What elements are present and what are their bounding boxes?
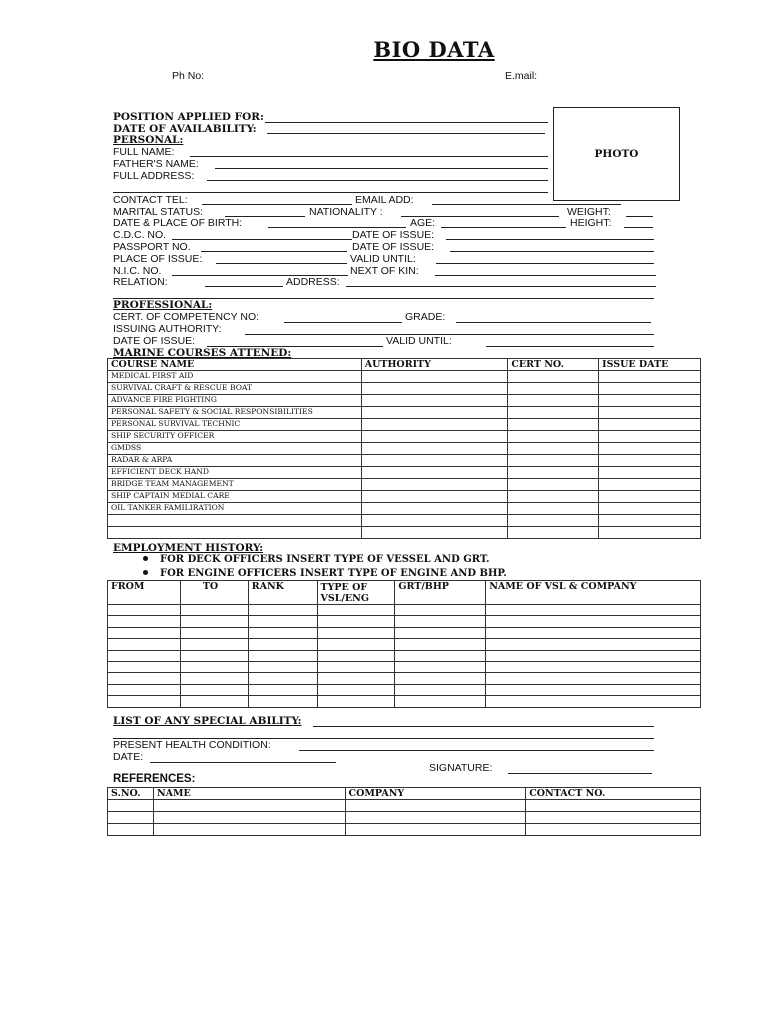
course-entry-cell[interactable]	[361, 491, 508, 503]
fathers-name-label: FATHER'S NAME:	[113, 158, 199, 170]
col-header-from: FROM	[108, 581, 181, 605]
employment-cell[interactable]	[248, 650, 317, 661]
table-row	[108, 650, 701, 661]
employment-cell[interactable]	[395, 684, 486, 695]
next-of-kin-label: NEXT OF KIN:	[350, 265, 419, 277]
employment-cell[interactable]	[317, 661, 395, 672]
grade-field[interactable]	[456, 322, 651, 323]
table-row	[108, 639, 701, 650]
table-row	[108, 491, 701, 503]
employment-cell[interactable]	[108, 661, 181, 672]
date-field[interactable]	[150, 762, 336, 763]
employment-cell[interactable]	[317, 696, 395, 707]
course-entry-cell[interactable]	[508, 371, 599, 383]
table-row	[108, 407, 701, 419]
col-header-course-name: COURSE NAME	[108, 359, 362, 371]
course-entry-cell[interactable]	[599, 527, 701, 539]
reference-cell[interactable]	[345, 812, 526, 824]
email-add-field[interactable]	[432, 204, 621, 205]
employment-cell[interactable]	[108, 605, 181, 616]
contact-tel-field[interactable]	[202, 204, 352, 205]
employment-cell[interactable]	[395, 673, 486, 684]
course-name-cell: SHIP SECURITY OFFICER	[108, 431, 362, 443]
employment-cell[interactable]	[180, 696, 248, 707]
employment-cell[interactable]	[248, 673, 317, 684]
relation-field[interactable]	[205, 286, 283, 287]
full-address-label: FULL ADDRESS:	[113, 170, 195, 182]
photo-box[interactable]	[553, 107, 680, 201]
cdc-no-field[interactable]	[172, 239, 352, 240]
table-row	[108, 419, 701, 431]
position-applied-field[interactable]	[265, 122, 548, 123]
place-of-issue-field[interactable]	[216, 263, 347, 264]
course-name-cell: RADAR & ARPA	[108, 455, 362, 467]
marine-courses-table	[107, 358, 701, 539]
col-header-sno: S.NO.	[108, 788, 154, 800]
course-entry-cell[interactable]	[599, 431, 701, 443]
passport-date-of-issue-label: DATE OF ISSUE:	[352, 241, 435, 253]
employment-cell[interactable]	[108, 616, 181, 627]
course-entry-cell[interactable]	[361, 515, 508, 527]
table-row	[108, 515, 701, 527]
availability-field[interactable]	[267, 133, 545, 134]
professional-heading: PROFESSIONAL:	[113, 299, 213, 311]
employment-cell[interactable]	[486, 650, 701, 661]
bullet-text: FOR ENGINE OFFICERS INSERT TYPE OF ENGINE AND BHP.	[160, 568, 507, 579]
course-name-cell: PERSONAL SAFETY & SOCIAL RESPONSIBILITIES	[108, 407, 362, 419]
course-name-cell: ADVANCE FIRE FIGHTING	[108, 395, 362, 407]
course-name-cell: PERSONAL SURVIVAL TECHNIC	[108, 419, 362, 431]
cert-competency-field[interactable]	[284, 322, 402, 323]
photo-label: PHOTO	[594, 148, 639, 160]
table-row	[108, 383, 701, 395]
course-entry-cell[interactable]	[361, 443, 508, 455]
full-name-label: FULL NAME:	[113, 146, 175, 158]
nic-no-label: N.I.C. NO.	[113, 265, 162, 277]
marine-courses-heading: MARINE COURSES ATTENED:	[113, 347, 292, 359]
course-entry-cell[interactable]	[508, 527, 599, 539]
employment-cell[interactable]	[486, 627, 701, 638]
employment-cell[interactable]	[248, 696, 317, 707]
course-entry-cell[interactable]	[599, 503, 701, 515]
employment-cell[interactable]	[486, 616, 701, 627]
table-row	[108, 684, 701, 695]
course-entry-cell[interactable]	[361, 407, 508, 419]
table-row	[108, 800, 701, 812]
course-entry-cell[interactable]	[361, 395, 508, 407]
course-entry-cell[interactable]	[599, 479, 701, 491]
employment-cell[interactable]	[108, 627, 181, 638]
col-header-contact: CONTACT NO.	[526, 788, 701, 800]
course-name-cell: OIL TANKER FAMILIRATION	[108, 503, 362, 515]
course-entry-cell[interactable]	[508, 443, 599, 455]
employment-cell[interactable]	[108, 673, 181, 684]
col-header-issue-date: ISSUE DATE	[599, 359, 701, 371]
course-entry-cell[interactable]	[508, 467, 599, 479]
bullet-icon	[143, 556, 148, 561]
course-entry-cell[interactable]	[361, 467, 508, 479]
employment-bullet	[143, 568, 507, 579]
date-place-birth-field[interactable]	[268, 227, 406, 228]
course-entry-cell[interactable]	[599, 467, 701, 479]
employment-cell[interactable]	[486, 661, 701, 672]
col-header-type	[317, 581, 395, 605]
table-row	[108, 467, 701, 479]
employment-cell[interactable]	[317, 673, 395, 684]
course-name-cell	[108, 527, 362, 539]
signature-field[interactable]	[508, 773, 652, 774]
date-label: DATE:	[113, 751, 144, 763]
course-entry-cell[interactable]	[599, 455, 701, 467]
cdc-date-of-issue-field[interactable]	[446, 239, 654, 240]
course-entry-cell[interactable]	[599, 491, 701, 503]
course-entry-cell[interactable]	[599, 371, 701, 383]
col-header-company: COMPANY	[345, 788, 526, 800]
course-name-cell: SURVIVAL CRAFT & RESCUE BOAT	[108, 383, 362, 395]
employment-cell[interactable]	[248, 627, 317, 638]
employment-header-row	[108, 581, 701, 605]
bullet-icon	[143, 570, 148, 575]
table-row	[108, 696, 701, 707]
page-title: BIO DATA	[373, 37, 495, 62]
course-entry-cell[interactable]	[508, 455, 599, 467]
course-entry-cell[interactable]	[361, 383, 508, 395]
employment-cell[interactable]	[180, 605, 248, 616]
bullet-text: FOR DECK OFFICERS INSERT TYPE OF VESSEL AND GRT.	[160, 554, 490, 565]
col-header-type-line2: VSL/ENG	[320, 593, 369, 604]
weight-label: WEIGHT:	[567, 206, 611, 218]
course-entry-cell[interactable]	[361, 431, 508, 443]
table-row	[108, 616, 701, 627]
reference-cell[interactable]	[526, 812, 701, 824]
course-entry-cell[interactable]	[599, 407, 701, 419]
grade-label: GRADE:	[405, 311, 446, 323]
reference-cell[interactable]	[345, 824, 526, 836]
address-label: ADDRESS:	[286, 276, 340, 288]
signature-label: SIGNATURE:	[429, 762, 493, 774]
weight-field[interactable]	[626, 216, 653, 217]
course-entry-cell[interactable]	[599, 395, 701, 407]
course-name-cell: EFFICIENT DECK HAND	[108, 467, 362, 479]
special-ability-label: LIST OF ANY SPECIAL ABILITY:	[113, 715, 302, 727]
issuing-authority-label: ISSUING AUTHORITY:	[113, 323, 222, 335]
age-field[interactable]	[441, 227, 566, 228]
employment-cell[interactable]	[248, 639, 317, 650]
relation-label: RELATION:	[113, 276, 168, 288]
references-header-row	[108, 788, 701, 800]
reference-cell[interactable]	[345, 800, 526, 812]
employment-cell[interactable]	[395, 639, 486, 650]
passport-no-label: PASSPORT NO.	[113, 241, 191, 253]
reference-cell[interactable]	[108, 800, 154, 812]
course-name-cell: SHIP CAPTAIN MEDIAL CARE	[108, 491, 362, 503]
employment-cell[interactable]	[317, 684, 395, 695]
table-row	[108, 527, 701, 539]
passport-date-of-issue-field[interactable]	[450, 251, 654, 252]
employment-bullet	[143, 554, 490, 565]
col-header-to: TO	[180, 581, 248, 605]
col-header-rank: RANK	[248, 581, 317, 605]
course-entry-cell[interactable]	[508, 395, 599, 407]
employment-cell[interactable]	[317, 639, 395, 650]
table-row	[108, 661, 701, 672]
employment-cell[interactable]	[486, 696, 701, 707]
reference-cell[interactable]	[526, 800, 701, 812]
table-row	[108, 479, 701, 491]
availability-label: DATE OF AVAILABILITY:	[113, 123, 257, 135]
table-row	[108, 443, 701, 455]
course-entry-cell[interactable]	[599, 515, 701, 527]
employment-cell[interactable]	[395, 627, 486, 638]
course-entry-cell[interactable]	[508, 515, 599, 527]
employment-table	[107, 580, 701, 708]
prof-valid-until-field[interactable]	[486, 346, 654, 347]
course-entry-cell[interactable]	[361, 419, 508, 431]
health-label: PRESENT HEALTH CONDITION:	[113, 739, 271, 751]
cert-competency-label: CERT. OF COMPETENCY NO:	[113, 311, 260, 323]
cdc-no-label: C.D.C. NO.	[113, 229, 167, 241]
prof-valid-until-label: VALID UNTIL:	[386, 335, 452, 347]
employment-cell[interactable]	[317, 605, 395, 616]
employment-cell[interactable]	[395, 616, 486, 627]
course-entry-cell[interactable]	[361, 455, 508, 467]
address-field[interactable]	[346, 286, 656, 287]
personal-heading: PERSONAL:	[113, 134, 184, 146]
position-applied-label: POSITION APPLIED FOR:	[113, 111, 264, 123]
col-header-grt-bhp: GRT/BHP	[395, 581, 486, 605]
course-entry-cell[interactable]	[508, 503, 599, 515]
employment-cell[interactable]	[108, 696, 181, 707]
age-label: AGE:	[410, 217, 436, 229]
email-label: E.mail:	[505, 70, 538, 82]
course-entry-cell[interactable]	[508, 479, 599, 491]
contact-tel-label: CONTACT TEL:	[113, 194, 188, 206]
employment-cell[interactable]	[486, 605, 701, 616]
employment-cell[interactable]	[248, 616, 317, 627]
table-row	[108, 371, 701, 383]
employment-cell[interactable]	[395, 696, 486, 707]
employment-cell[interactable]	[486, 639, 701, 650]
table-row	[108, 395, 701, 407]
fathers-name-field[interactable]	[215, 168, 548, 169]
prof-date-of-issue-label: DATE OF ISSUE:	[113, 335, 196, 347]
employment-cell[interactable]	[317, 627, 395, 638]
employment-cell[interactable]	[395, 650, 486, 661]
height-label: HEIGHT:	[570, 217, 612, 229]
course-entry-cell[interactable]	[361, 371, 508, 383]
course-entry-cell[interactable]	[508, 407, 599, 419]
height-field[interactable]	[624, 227, 653, 228]
employment-cell[interactable]	[108, 650, 181, 661]
employment-cell[interactable]	[180, 661, 248, 672]
course-entry-cell[interactable]	[599, 383, 701, 395]
col-header-vessel-company: NAME OF VSL & COMPANY	[486, 581, 701, 605]
course-entry-cell[interactable]	[508, 431, 599, 443]
full-address-field[interactable]	[207, 180, 548, 181]
employment-cell[interactable]	[317, 616, 395, 627]
full-address-field-2[interactable]	[113, 192, 548, 193]
employment-cell[interactable]	[108, 639, 181, 650]
course-entry-cell[interactable]	[361, 503, 508, 515]
references-heading: REFERENCES:	[113, 773, 196, 785]
col-header-authority: AUTHORITY	[361, 359, 508, 371]
reference-cell[interactable]	[153, 824, 345, 836]
employment-cell[interactable]	[180, 650, 248, 661]
course-entry-cell[interactable]	[508, 491, 599, 503]
reference-cell[interactable]	[108, 824, 154, 836]
marital-status-label: MARITAL STATUS:	[113, 206, 204, 218]
table-row	[108, 503, 701, 515]
table-row	[108, 605, 701, 616]
date-place-birth-label: DATE & PLACE OF BIRTH:	[113, 217, 243, 229]
col-header-name: NAME	[153, 788, 345, 800]
valid-until-field[interactable]	[436, 263, 654, 264]
reference-cell[interactable]	[526, 824, 701, 836]
course-entry-cell[interactable]	[361, 527, 508, 539]
table-row	[108, 812, 701, 824]
table-row	[108, 455, 701, 467]
table-row	[108, 627, 701, 638]
table-row	[108, 824, 701, 836]
employment-cell[interactable]	[180, 673, 248, 684]
employment-cell[interactable]	[395, 605, 486, 616]
valid-until-label: VALID UNTIL:	[350, 253, 416, 265]
col-header-cert-no: CERT NO.	[508, 359, 599, 371]
special-ability-field[interactable]	[313, 726, 654, 727]
employment-heading: EMPLOYMENT HISTORY:	[113, 542, 264, 554]
employment-cell[interactable]	[486, 673, 701, 684]
employment-cell[interactable]	[395, 661, 486, 672]
course-entry-cell[interactable]	[599, 443, 701, 455]
employment-cell[interactable]	[180, 684, 248, 695]
employment-cell[interactable]	[248, 661, 317, 672]
employment-cell[interactable]	[248, 605, 317, 616]
employment-cell[interactable]	[108, 684, 181, 695]
course-entry-cell[interactable]	[508, 383, 599, 395]
employment-cell[interactable]	[317, 650, 395, 661]
table-row	[108, 673, 701, 684]
course-entry-cell[interactable]	[508, 419, 599, 431]
col-header-type-line1: TYPE OF	[320, 582, 368, 593]
course-name-cell: MEDICAL FIRST AID	[108, 371, 362, 383]
employment-cell[interactable]	[248, 684, 317, 695]
course-name-cell: GMDSS	[108, 443, 362, 455]
health-field[interactable]	[299, 750, 654, 751]
employment-cell[interactable]	[180, 627, 248, 638]
employment-cell[interactable]	[180, 639, 248, 650]
next-of-kin-field[interactable]	[435, 275, 656, 276]
employment-cell[interactable]	[486, 684, 701, 695]
nationality-label: NATIONALITY :	[309, 206, 383, 218]
table-row	[108, 431, 701, 443]
reference-cell[interactable]	[153, 800, 345, 812]
place-of-issue-label: PLACE OF ISSUE:	[113, 253, 203, 265]
employment-cell[interactable]	[180, 616, 248, 627]
email-add-label: EMAIL ADD:	[355, 194, 414, 206]
references-table	[107, 787, 701, 836]
course-name-cell: BRIDGE TEAM MANAGEMENT	[108, 479, 362, 491]
courses-header-row	[108, 359, 701, 371]
course-name-cell	[108, 515, 362, 527]
course-entry-cell[interactable]	[361, 479, 508, 491]
reference-cell[interactable]	[153, 812, 345, 824]
passport-no-field[interactable]	[201, 251, 347, 252]
phone-label: Ph No:	[172, 70, 205, 82]
cdc-date-of-issue-label: DATE OF ISSUE:	[352, 229, 435, 241]
full-name-field[interactable]	[190, 156, 548, 157]
course-entry-cell[interactable]	[599, 419, 701, 431]
reference-cell[interactable]	[108, 812, 154, 824]
